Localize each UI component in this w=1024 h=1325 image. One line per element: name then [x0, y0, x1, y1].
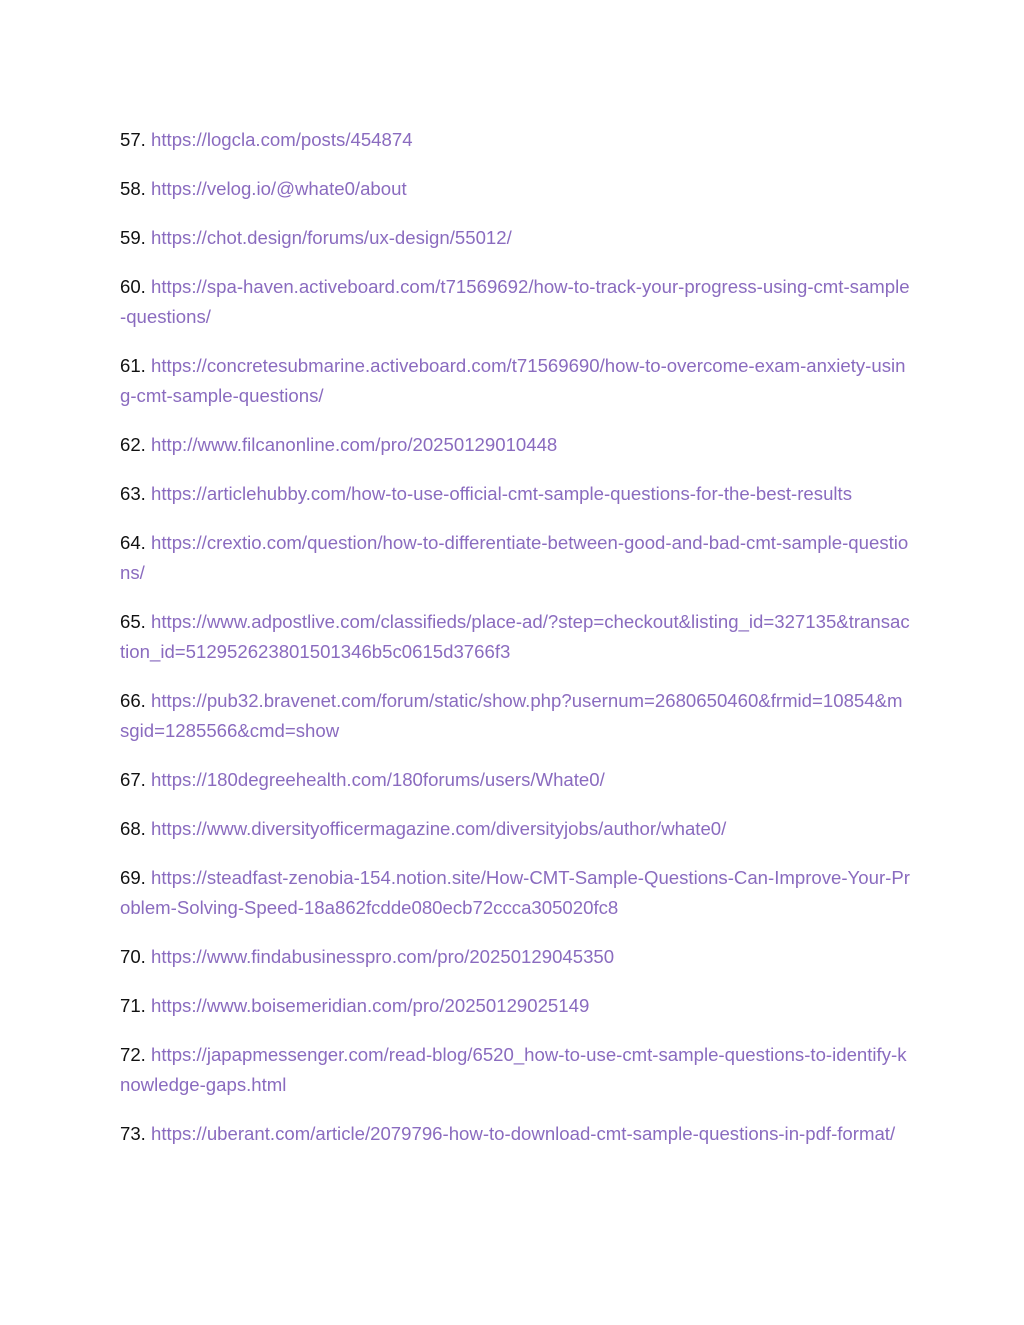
link[interactable]: https://www.findabusinesspro.com/pro/20250129045350 [151, 946, 615, 967]
list-item [120, 942, 910, 972]
list-item [120, 430, 910, 460]
list-item [120, 351, 910, 411]
list-item [120, 991, 910, 1021]
item-number: 67. [120, 769, 146, 790]
link[interactable]: https://www.boisemeridian.com/pro/20250129025149 [151, 995, 590, 1016]
list-item [120, 765, 910, 795]
link[interactable]: https://articlehubby.com/how-to-use-official-cmt-sample-questions-for-the-best-results [151, 483, 853, 504]
link[interactable]: https://180degreehealth.com/180forums/users/Whate0/ [151, 769, 605, 790]
list-item [120, 174, 910, 204]
link[interactable]: https://pub32.bravenet.com/forum/static/show.php?usernum=2680650460&frmid=10854&msgid=1285566&cmd=show [120, 690, 903, 741]
link[interactable]: https://chot.design/forums/ux-design/55012/ [151, 227, 512, 248]
link[interactable]: https://www.diversityofficermagazine.com/diversityjobs/author/whate0/ [151, 818, 727, 839]
item-number: 68. [120, 818, 146, 839]
list-item [120, 607, 910, 667]
link[interactable]: https://steadfast-zenobia-154.notion.site/How-CMT-Sample-Questions-Can-Improve-Your-Problem-Solving-Speed-18a862fcdde080ecb72ccca305020fc8 [120, 867, 910, 918]
item-number: 64. [120, 532, 146, 553]
list-item [120, 528, 910, 588]
link[interactable]: https://japapmessenger.com/read-blog/6520_how-to-use-cmt-sample-questions-to-identify-knowledge-gaps.html [120, 1044, 907, 1095]
list-item [120, 863, 910, 923]
item-number: 70. [120, 946, 146, 967]
list-item [120, 1119, 910, 1149]
item-number: 59. [120, 227, 146, 248]
item-number: 72. [120, 1044, 146, 1065]
item-number: 61. [120, 355, 146, 376]
list-item [120, 1040, 910, 1100]
list-item [120, 479, 910, 509]
item-number: 63. [120, 483, 146, 504]
list-item [120, 272, 910, 332]
item-number: 58. [120, 178, 146, 199]
list-item [120, 223, 910, 253]
item-number: 71. [120, 995, 146, 1016]
list-item [120, 125, 910, 155]
link[interactable]: https://www.adpostlive.com/classifieds/place-ad/?step=checkout&listing_id=327135&transaction_id=512952623801501346b5c0615d3766f3 [120, 611, 910, 662]
item-number: 65. [120, 611, 146, 632]
item-number: 69. [120, 867, 146, 888]
link[interactable]: https://velog.io/@whate0/about [151, 178, 407, 199]
list-item [120, 814, 910, 844]
item-number: 60. [120, 276, 146, 297]
link[interactable]: https://uberant.com/article/2079796-how-to-download-cmt-sample-questions-in-pdf-format/ [151, 1123, 896, 1144]
list-item [120, 686, 910, 746]
item-number: 57. [120, 129, 146, 150]
item-number: 66. [120, 690, 146, 711]
document-page [120, 125, 910, 1168]
link[interactable]: http://www.filcanonline.com/pro/20250129010448 [151, 434, 558, 455]
link[interactable]: https://concretesubmarine.activeboard.com/t71569690/how-to-overcome-exam-anxiety-using-cmt-sample-questions/ [120, 355, 906, 406]
item-number: 73. [120, 1123, 146, 1144]
link[interactable]: https://spa-haven.activeboard.com/t71569692/how-to-track-your-progress-using-cmt-sample-questions/ [120, 276, 910, 327]
link[interactable]: https://crextio.com/question/how-to-differentiate-between-good-and-bad-cmt-sample-questions/ [120, 532, 909, 583]
link[interactable]: https://logcla.com/posts/454874 [151, 129, 413, 150]
item-number: 62. [120, 434, 146, 455]
